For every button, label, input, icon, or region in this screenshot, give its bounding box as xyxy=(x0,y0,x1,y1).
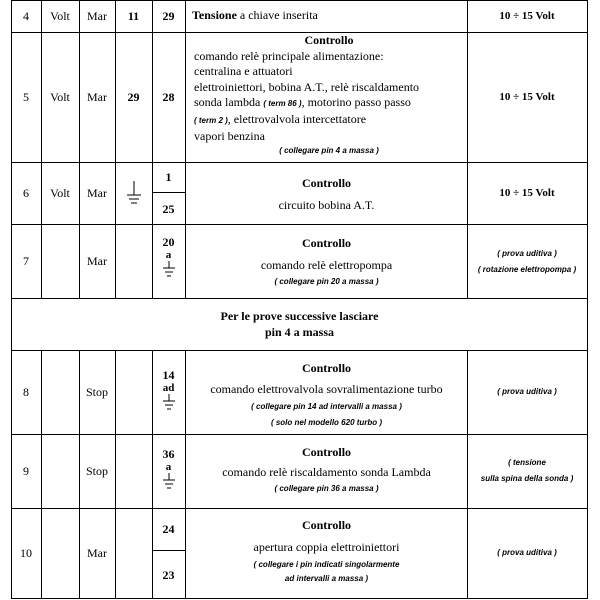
pin-a-cell: 29 xyxy=(127,90,140,104)
description-bold: Tensione xyxy=(192,8,237,22)
ground-icon xyxy=(163,473,175,491)
value-line: ( tensione xyxy=(508,458,546,467)
value-cell: 10 ÷ 15 Volt xyxy=(499,91,555,103)
description-line: elettroiniettori, bobina A.T., relè riscaldamento xyxy=(194,79,420,94)
pin-suffix: ad xyxy=(162,382,175,394)
description-cell xyxy=(186,232,467,288)
row-number: 10 xyxy=(20,546,32,560)
unit-cell: Volt xyxy=(50,90,70,104)
pin-b-cell: 28 xyxy=(162,90,175,104)
control-title: Controllo xyxy=(301,361,352,375)
control-title: Controllo xyxy=(304,33,354,47)
pin-top-cell: 24 xyxy=(162,522,175,536)
value-cell: 10 ÷ 15 Volt xyxy=(499,187,555,199)
control-title: Controllo xyxy=(301,176,352,190)
ground-icon xyxy=(163,394,175,412)
control-title: Controllo xyxy=(301,445,352,459)
pin-bottom-cell: 25 xyxy=(162,201,175,216)
unit-cell: Volt xyxy=(50,186,70,200)
description-text: a chiave inserita xyxy=(236,8,318,22)
description-cell xyxy=(186,172,467,216)
instruction-note: ( collegare pin 4 a massa ) xyxy=(279,146,379,156)
separator-line: pin 4 a massa xyxy=(264,325,335,339)
description-text: , elettrovalvola intercettatore xyxy=(227,111,367,126)
description-cell xyxy=(194,33,464,158)
row-number: 7 xyxy=(23,254,29,268)
instruction-note: ( collegare pin 36 a massa ) xyxy=(274,484,379,493)
instruction-note: ( collegare pin 14 ad intervalli a massa ) xyxy=(251,402,402,411)
pin-number: 20 xyxy=(162,235,175,249)
position-cell: Mar xyxy=(87,9,107,23)
row-number: 9 xyxy=(23,464,29,478)
value-line: ( prova uditiva ) xyxy=(497,249,557,258)
position-cell: Stop xyxy=(85,464,108,478)
value-cell xyxy=(467,246,587,278)
description-text: , motorino passo passo xyxy=(301,95,411,110)
pin-suffix: a xyxy=(165,249,172,261)
row-number: 6 xyxy=(23,186,29,200)
description-line xyxy=(194,112,464,129)
description-cell xyxy=(186,442,467,496)
pin-suffix: a xyxy=(165,461,172,473)
description-cell xyxy=(192,8,462,24)
pin-bottom-cell: 23 xyxy=(162,567,175,582)
test-procedure-table xyxy=(11,0,588,599)
row-number: 5 xyxy=(23,90,29,104)
value-line: ( rotazione elettropompa ) xyxy=(477,265,577,274)
terminal-note: ( term 2 ) xyxy=(194,115,228,125)
pin-cell xyxy=(152,448,185,491)
description-line: comando elettrovalvola sovralimentazione turbo xyxy=(210,382,443,396)
instruction-note: ( solo nel modello 620 turbo ) xyxy=(270,418,383,427)
value-cell: ( prova uditiva ) xyxy=(497,548,557,557)
value-line: sulla spina della sonda ) xyxy=(480,474,574,483)
unit-cell: Volt xyxy=(50,9,70,23)
control-title: Controllo xyxy=(301,518,352,532)
description-line xyxy=(194,95,464,112)
description-text: sonda lambda xyxy=(194,95,264,110)
description-line: vapori benzina xyxy=(194,128,265,143)
pin-a-cell: 11 xyxy=(127,9,140,23)
value-cell: 10 ÷ 15 Volt xyxy=(499,10,555,22)
pin-cell xyxy=(152,369,185,412)
row-number: 4 xyxy=(23,9,29,23)
ground-icon xyxy=(115,162,152,224)
description-line: circuito bobina A.T. xyxy=(278,198,375,212)
pin-number: 36 xyxy=(162,447,175,461)
description-line: comando relè principale alimentazione: xyxy=(194,48,384,63)
position-cell: Mar xyxy=(87,186,107,200)
ground-icon xyxy=(163,261,175,279)
pin-cell xyxy=(152,236,185,279)
position-cell: Mar xyxy=(87,546,107,560)
value-cell xyxy=(467,455,587,487)
control-title: Controllo xyxy=(301,236,352,250)
separator-line: Per le prove successive lasciare xyxy=(220,309,379,323)
instruction-note: ( collegare pin 20 a massa ) xyxy=(274,277,379,286)
description-line: comando relè elettropompa xyxy=(260,258,393,272)
description-line: centralina e attuatori xyxy=(194,64,293,79)
instruction-note: ad intervalli a massa ) xyxy=(284,574,369,583)
position-cell: Mar xyxy=(87,254,107,268)
description-line: apertura coppia elettroiniettori xyxy=(253,540,400,554)
terminal-note: ( term 86 ) xyxy=(263,99,302,109)
row-number: 8 xyxy=(23,385,29,399)
description-line: comando relè riscaldamento sonda Lambda xyxy=(222,465,431,479)
pin-b-cell: 29 xyxy=(162,9,175,23)
pin-number: 14 xyxy=(162,368,175,382)
position-cell: Stop xyxy=(85,385,108,399)
description-cell xyxy=(186,358,467,432)
instruction-note: ( collegare i pin indicati singolarmente xyxy=(253,560,400,569)
pin-top-cell: 1 xyxy=(165,170,172,184)
position-cell: Mar xyxy=(87,90,107,104)
description-cell xyxy=(186,514,467,586)
separator-note xyxy=(11,308,588,340)
value-cell: ( prova uditiva ) xyxy=(497,387,557,396)
